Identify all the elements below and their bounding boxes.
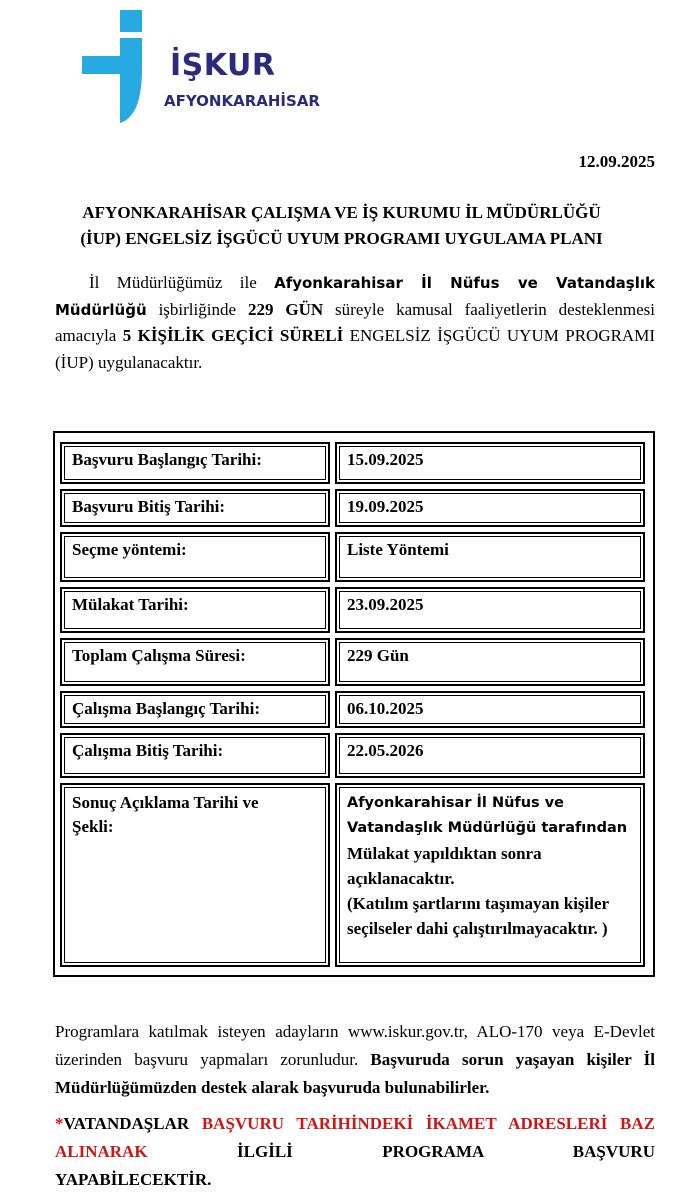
- result-line: açıklanacaktır.: [347, 869, 455, 888]
- intro-partner: Afyonkarahisar İl Nüfus ve Vatandaşlık Müdürlüğü: [55, 274, 655, 319]
- document-date: 12.09.2025: [578, 152, 655, 171]
- iskur-logo: [80, 8, 320, 128]
- result-label-line: Şekli:: [72, 817, 114, 836]
- result-label-line: Sonuç Açıklama Tarihi ve: [72, 793, 259, 812]
- row-value: 23.09.2025: [335, 587, 645, 633]
- intro-duration: 229 GÜN: [247, 299, 324, 319]
- row-label: Çalışma Başlangıç Tarihi:: [60, 691, 330, 728]
- intro-text: işbirliğinde: [146, 299, 248, 319]
- notice-asterisk: *: [55, 1114, 64, 1133]
- row-label: Seçme yöntemi:: [60, 532, 330, 582]
- result-line: Vatandaşlık Müdürlüğü tarafından: [347, 820, 628, 836]
- brand-city: AFYONKARAHİSAR: [164, 92, 320, 110]
- residence-notice: [55, 1110, 655, 1194]
- row-label: Çalışma Bitiş Tarihi:: [60, 733, 330, 778]
- result-line: Mülakat yapıldıktan sonra: [347, 844, 542, 863]
- notice-text: İLGİLİ PROGRAMA BAŞVURU: [147, 1142, 655, 1161]
- row-label: Toplam Çalışma Süresi:: [60, 638, 330, 686]
- row-label: Mülakat Tarihi:: [60, 587, 330, 633]
- result-label: [60, 783, 330, 967]
- title-line-2: (İUP) ENGELSİZ İŞGÜCÜ UYUM PROGRAMI UYGULAMA PLANI: [80, 229, 603, 248]
- intro-paragraph: [55, 270, 655, 376]
- row-value: 06.10.2025: [335, 691, 645, 728]
- application-info: [55, 1018, 655, 1102]
- result-value: [335, 783, 645, 967]
- result-line: (Katılım şartlarını taşımayan kişiler: [347, 894, 610, 913]
- title-line-1: AFYONKARAHİSAR ÇALIŞMA VE İŞ KURUMU İL MÜDÜRLÜĞÜ: [82, 203, 601, 222]
- row-value: 15.09.2025: [335, 442, 645, 484]
- row-value: 22.05.2026: [335, 733, 645, 778]
- document-title: [30, 200, 653, 252]
- result-line: Afyonkarahisar İl Nüfus ve: [347, 795, 565, 811]
- intro-text: İl Müdürlüğümüz ile: [89, 273, 275, 292]
- intro-headcount: 5 KİŞİLİK GEÇİCİ SÜRELİ: [122, 326, 344, 345]
- intro-text: süreyle kamusal faaliyetlerin desteklenmesi amacıyla: [55, 299, 655, 345]
- row-value: 19.09.2025: [335, 489, 645, 527]
- plan-table: [53, 431, 655, 977]
- notice-text: VATANDAŞLAR: [63, 1114, 202, 1133]
- brand-name: İŞKUR: [170, 48, 276, 83]
- row-label: Başvuru Bitiş Tarihi:: [60, 489, 330, 527]
- row-label: Başvuru Başlangıç Tarihi:: [60, 442, 330, 484]
- iskur-logo-icon: [80, 8, 170, 128]
- notice-text-end: YAPABİLECEKTİR.: [55, 1170, 212, 1189]
- row-value: Liste Yöntemi: [335, 532, 645, 582]
- support-text: Başvuruda sorun yaşayan kişiler İl Müdürlüğümüzden destek alarak başvuruda bulunabilirler.: [55, 1050, 655, 1097]
- result-line: seçilseler dahi çalıştırılmayacaktır. ): [347, 919, 608, 938]
- notice-highlight: BAŞVURU TARİHİNDEKİ İKAMET ADRESLERİ BAZ ALINARAK: [55, 1114, 655, 1161]
- application-text: Programlara katılmak isteyen adayların www.iskur.gov.tr, ALO-170 veya E-Devlet üzerinden başvuru yapmaları zorunludur.: [55, 1022, 655, 1069]
- intro-text: ENGELSİZ İŞGÜCÜ UYUM PROGRAMI (İUP) uygulanacaktır.: [55, 326, 655, 372]
- row-value: 229 Gün: [335, 638, 645, 686]
